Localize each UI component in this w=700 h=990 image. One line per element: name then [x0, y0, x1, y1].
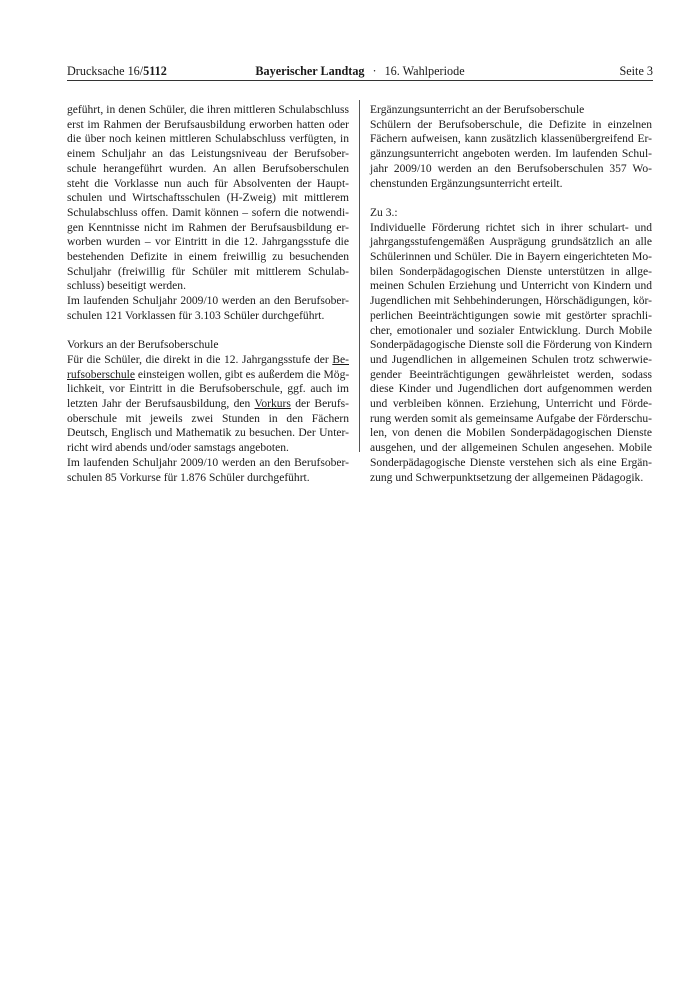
text-line	[67, 368, 349, 383]
text-line: bestehenden Defizite in einem freiwillig zu besuchenden	[67, 251, 349, 264]
text-line: Im laufenden Schuljahr 2009/10 werden an den Berufsober-	[67, 456, 349, 469]
text-line: Sonderpädagogische Dienste soll die Förderung von Kindern	[370, 339, 653, 352]
page-number: Seite 3	[619, 64, 653, 78]
page-header	[67, 62, 653, 81]
text-line: gänzungsunterricht angeboten werden. Im laufenden Schul-	[370, 148, 652, 161]
paragraph-gap	[370, 191, 652, 206]
section-heading-vorkurs: Vorkurs an der Berufsoberschule	[67, 339, 219, 352]
paragraph-vorklasse	[67, 103, 349, 294]
text-line: jahrgangsstufengemäßen Ausprägung grundsätzlich an alle	[370, 236, 652, 249]
text-line: Jugendlichen mit Sehbehinderungen, Hörschädigungen, kör-	[370, 295, 652, 308]
text-line: len, von denen die Mobilen Sonderpädagogischen Dienste	[370, 427, 652, 440]
text-line: die über noch keinen mittleren Schulabschluss verfügten, in	[67, 133, 349, 146]
text-line	[67, 353, 349, 368]
text-line: schulen und Wirtschaftsschulen (H-Zweig) mit mittlerem	[67, 192, 349, 205]
text-line: cher, emotionaler und sozialer Entwicklung. Durch Mobile	[370, 324, 652, 337]
paragraph-gap	[67, 324, 349, 339]
text-line: Schülern der Berufsoberschule, die Defizite in einzelnen	[370, 118, 652, 131]
header-center	[67, 64, 653, 79]
paragraph-vorklassen-count	[67, 294, 349, 323]
text-line: meinen Schulen Erziehung und Unterricht von Kindern und	[370, 280, 652, 293]
text-line: schulen 85 Vorkurse für 1.876 Schüler durchgeführt.	[67, 471, 310, 484]
text-line: gen Kenntnisse nicht im Rahmen der Berufsausbildung er-	[67, 221, 349, 234]
text-line: chenstunden Ergänzungsunterricht erteilt.	[370, 177, 563, 190]
paragraph-vorkurse-count	[67, 456, 349, 485]
text-line: und verbleiben können. Erziehung, Unterricht und Förde-	[370, 398, 652, 411]
text-line: schluss) beseitigt werden.	[67, 280, 186, 293]
text-line: Schülerinnen und Schüler. Die in Bayern eingerichteten Mo-	[370, 251, 652, 264]
text-line: schule herangeführt wurden. An allen Berufsoberschulen	[67, 162, 349, 175]
underlined-text: Vorkurs	[254, 398, 291, 411]
text-line: ausgehen, und der allgemeinen Schulen angesehen. Mobile	[370, 442, 652, 455]
text-line: richt wird abends und/oder samstags angeboten.	[67, 442, 289, 455]
section-heading-ergaenzungsunterricht: Ergänzungsunterricht an der Berufsoberschule	[370, 104, 585, 116]
text-line: Im laufenden Schuljahr 2009/10 werden an den Berufsober-	[67, 295, 349, 308]
text-line: worben wurden – vor Eintritt in die 12. Jahrgangsstufe die	[67, 236, 349, 249]
paragraph-individuelle-foerderung	[370, 221, 652, 486]
column-divider	[359, 100, 360, 452]
text-line: gender Beeinträchtigungen gewährleistet werden, sodass	[370, 368, 652, 381]
text-line: rung werden somit als gemeinsame Aufgabe der Förderschu-	[370, 412, 652, 425]
text-line: Schulabschluss offen. Damit können – sofern die notwendi-	[67, 206, 349, 219]
underlined-text: Be-	[332, 353, 349, 366]
text-line: perlichen Beeinträchtigungen sowie mit gestörter sprachli-	[370, 309, 652, 322]
text-line: jahr 2009/10 werden an den Berufsoberschulen 357 Wo-	[370, 162, 652, 175]
text-line: Sonderpädagogische Dienste verstehen sich als eine Ergän-	[370, 456, 652, 469]
text-line: schulen 121 Vorklassen für 3.103 Schüler durchgeführt.	[67, 309, 325, 322]
header-separator: ·	[372, 64, 377, 78]
paragraph-vorkurs	[67, 353, 349, 456]
section-heading-zu-3: Zu 3.:	[370, 206, 398, 219]
text-line: lichkeit, vor Eintritt in die Berufsoberschule, ggf. auch im	[67, 383, 349, 396]
text-line: erst im Rahmen der Berufsausbildung erworben hatten oder	[67, 118, 349, 131]
text-line: diese Kinder und Jugendlichen dort aufgenommen werden	[370, 383, 652, 396]
paragraph-ergaenzungsunterricht	[370, 118, 652, 192]
text-line: Deutsch, Englisch und Mathematik zu besuchen. Der Unter-	[67, 427, 349, 440]
text-line: bilen Sonderpädagogischen Dienste unterstützen in allge-	[370, 265, 652, 278]
text-fragment: Für die Schüler, die direkt in die 12. Jahrgangsstufe der	[67, 353, 333, 366]
text-line: und Jugendlichen in allgemeinen Schulen trotz schwerwie-	[370, 353, 652, 366]
right-column	[370, 103, 652, 485]
text-fragment: letzten Jahr der Berufsausbildung, den	[67, 398, 255, 411]
text-line: Individuelle Förderung richtet sich in ihrer schulart- und	[370, 221, 652, 234]
document-number-value: 5112	[143, 64, 167, 78]
text-fragment: einsteigen wollen, gibt es außerdem die Mög-	[134, 368, 350, 381]
text-line: steht die Vorklasse nun auch für Absolventen der Haupt-	[67, 177, 349, 190]
text-fragment: der Berufs-	[290, 398, 350, 411]
legislative-period: 16. Wahlperiode	[384, 64, 465, 78]
text-line: geführt, in denen Schüler, die ihren mittleren Schulabschluss	[67, 104, 349, 116]
text-line: Schuljahr (freiwillig für Schüler mit mittlerem Schulab-	[67, 265, 349, 278]
parliament-name: Bayerischer Landtag	[255, 64, 365, 78]
document-number-prefix: Drucksache 16/	[67, 64, 144, 78]
left-column	[67, 103, 349, 485]
text-line: einem Schuljahr an das Leistungsniveau der Berufsober-	[67, 148, 349, 161]
text-line	[67, 397, 349, 412]
text-line: oberschule mit jeweils zwei Stunden in den Fächern	[67, 412, 349, 425]
text-line: Fächern aufweisen, kann zusätzlich klassenübergreifend Er-	[370, 133, 652, 146]
underlined-text: rufsoberschule	[67, 368, 135, 381]
text-line: zung und Schwerpunktsetzung der allgemeinen Pädagogik.	[370, 471, 644, 484]
